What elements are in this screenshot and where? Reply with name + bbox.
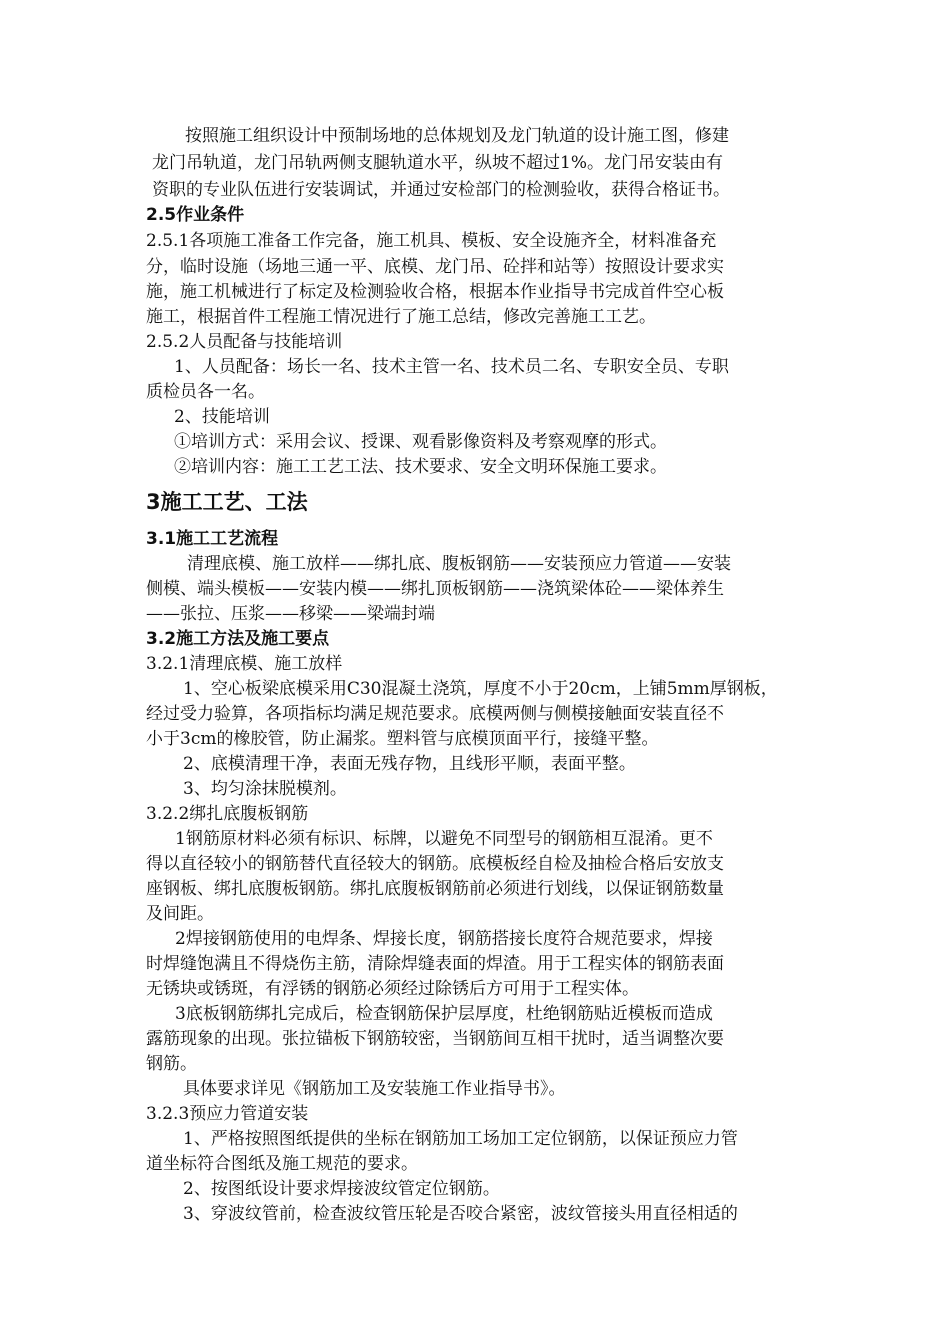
paragraph-line: 侧模、端头模板——安装内模——绑扎顶板钢筋——浇筑梁体砼——梁体养生 xyxy=(146,579,724,599)
paragraph-line: 清理底模、施工放样——绑扎底、腹板钢筋——安装预应力管道——安装 xyxy=(187,554,731,574)
paragraph-line: 及间距。 xyxy=(146,904,214,924)
paragraph-line: 资职的专业队伍进行安装调试，并通过安检部门的检测验收，获得合格证书。 xyxy=(152,180,730,200)
subsection-heading-3-2-3: 3.2.3预应力管道安装 xyxy=(146,1104,309,1124)
paragraph-line: 道坐标符合图纸及施工规范的要求。 xyxy=(146,1154,418,1174)
section-heading-2-5: 2.5作业条件 xyxy=(146,205,245,225)
list-item: 2、底模清理干净，表面无残存物，且线形平顺，表面平整。 xyxy=(183,754,636,774)
list-item: 2、技能培训 xyxy=(174,407,270,427)
chapter-heading-3: 3施工工艺、工法 xyxy=(146,490,308,514)
list-item: 3、穿波纹管前，检查波纹管压轮是否咬合紧密，波纹管接头用直径相适的 xyxy=(183,1204,738,1224)
list-item: 2、按图纸设计要求焊接波纹管定位钢筋。 xyxy=(183,1179,500,1199)
paragraph-line: 得以直径较小的钢筋替代直径较大的钢筋。底模板经自检及抽检合格后安放支 xyxy=(146,854,724,874)
paragraph-line: 分，临时设施（场地三通一平、底模、龙门吊、砼拌和站等）按照设计要求实 xyxy=(146,257,724,277)
paragraph-line: 1、人员配备：场长一名、技术主管一名、技术员二名、专职安全员、专职 xyxy=(174,357,729,377)
paragraph-line: 小于3cm的橡胶管，防止漏浆。塑料管与底模顶面平行，接缝平整。 xyxy=(146,729,659,749)
paragraph-line: 施工，根据首件工程施工情况进行了施工总结，修改完善施工工艺。 xyxy=(146,307,656,327)
paragraph-line: 经过受力验算，各项指标均满足规范要求。底模两侧与侧模接触面安装直径不 xyxy=(146,704,724,724)
paragraph-line: 1、空心板梁底模采用C30混凝土浇筑，厚度不小于20cm，上铺5mm厚钢板， xyxy=(183,679,778,699)
paragraph-line: 施，施工机械进行了标定及检测验收合格，根据本作业指导书完成首件空心板 xyxy=(146,282,724,302)
paragraph-line: 钢筋。 xyxy=(146,1054,197,1074)
paragraph-line: 1钢筋原材料必须有标识、标牌，以避免不同型号的钢筋相互混淆。更不 xyxy=(175,829,713,849)
paragraph-line: 1、严格按照图纸提供的坐标在钢筋加工场加工定位钢筋，以保证预应力管 xyxy=(183,1129,738,1149)
paragraph-line: 质检员各一名。 xyxy=(146,382,265,402)
paragraph-line: 2焊接钢筋使用的电焊条、焊接长度，钢筋搭接长度符合规范要求，焊接 xyxy=(175,929,713,949)
paragraph-line: 露筋现象的出现。张拉锚板下钢筋较密，当钢筋间互相干扰时，适当调整次要 xyxy=(146,1029,724,1049)
subsection-heading-2-5-2: 2.5.2人员配备与技能培训 xyxy=(146,332,343,352)
list-item: 3、均匀涂抹脱模剂。 xyxy=(183,779,347,799)
paragraph-line: 具体要求详见《钢筋加工及安装施工作业指导书》。 xyxy=(183,1079,566,1099)
paragraph-line: 3底板钢筋绑扎完成后，检查钢筋保护层厚度，杜绝钢筋贴近模板而造成 xyxy=(175,1004,713,1024)
list-item: ②培训内容：施工工艺工法、技术要求、安全文明环保施工要求。 xyxy=(174,457,667,477)
paragraph-line: 无锈块或锈斑，有浮锈的钢筋必须经过除锈后方可用于工程实体。 xyxy=(146,979,639,999)
paragraph-line: 龙门吊轨道，龙门吊轨两侧支腿轨道水平，纵坡不超过1%。龙门吊安装由有 xyxy=(152,153,723,173)
paragraph-line: ——张拉、压浆——移梁——梁端封端 xyxy=(146,604,435,624)
subsection-heading-3-2-2: 3.2.2绑扎底腹板钢筋 xyxy=(146,804,309,824)
subsection-heading-3-2-1: 3.2.1清理底模、施工放样 xyxy=(146,654,343,674)
paragraph-line: 2.5.1各项施工准备工作完备，施工机具、模板、安全设施齐全，材料准备充 xyxy=(146,231,717,251)
section-heading-3-2: 3.2施工方法及施工要点 xyxy=(146,629,330,649)
paragraph-line: 按照施工组织设计中预制场地的总体规划及龙门轨道的设计施工图，修建 xyxy=(185,126,729,146)
list-item: ①培训方式：采用会议、授课、观看影像资料及考察观摩的形式。 xyxy=(174,432,667,452)
paragraph-line: 座钢板、绑扎底腹板钢筋。绑扎底腹板钢筋前必须进行划线，以保证钢筋数量 xyxy=(146,879,724,899)
paragraph-line: 时焊缝饱满且不得烧伤主筋，清除焊缝表面的焊渣。用于工程实体的钢筋表面 xyxy=(146,954,724,974)
section-heading-3-1: 3.1施工工艺流程 xyxy=(146,529,279,549)
